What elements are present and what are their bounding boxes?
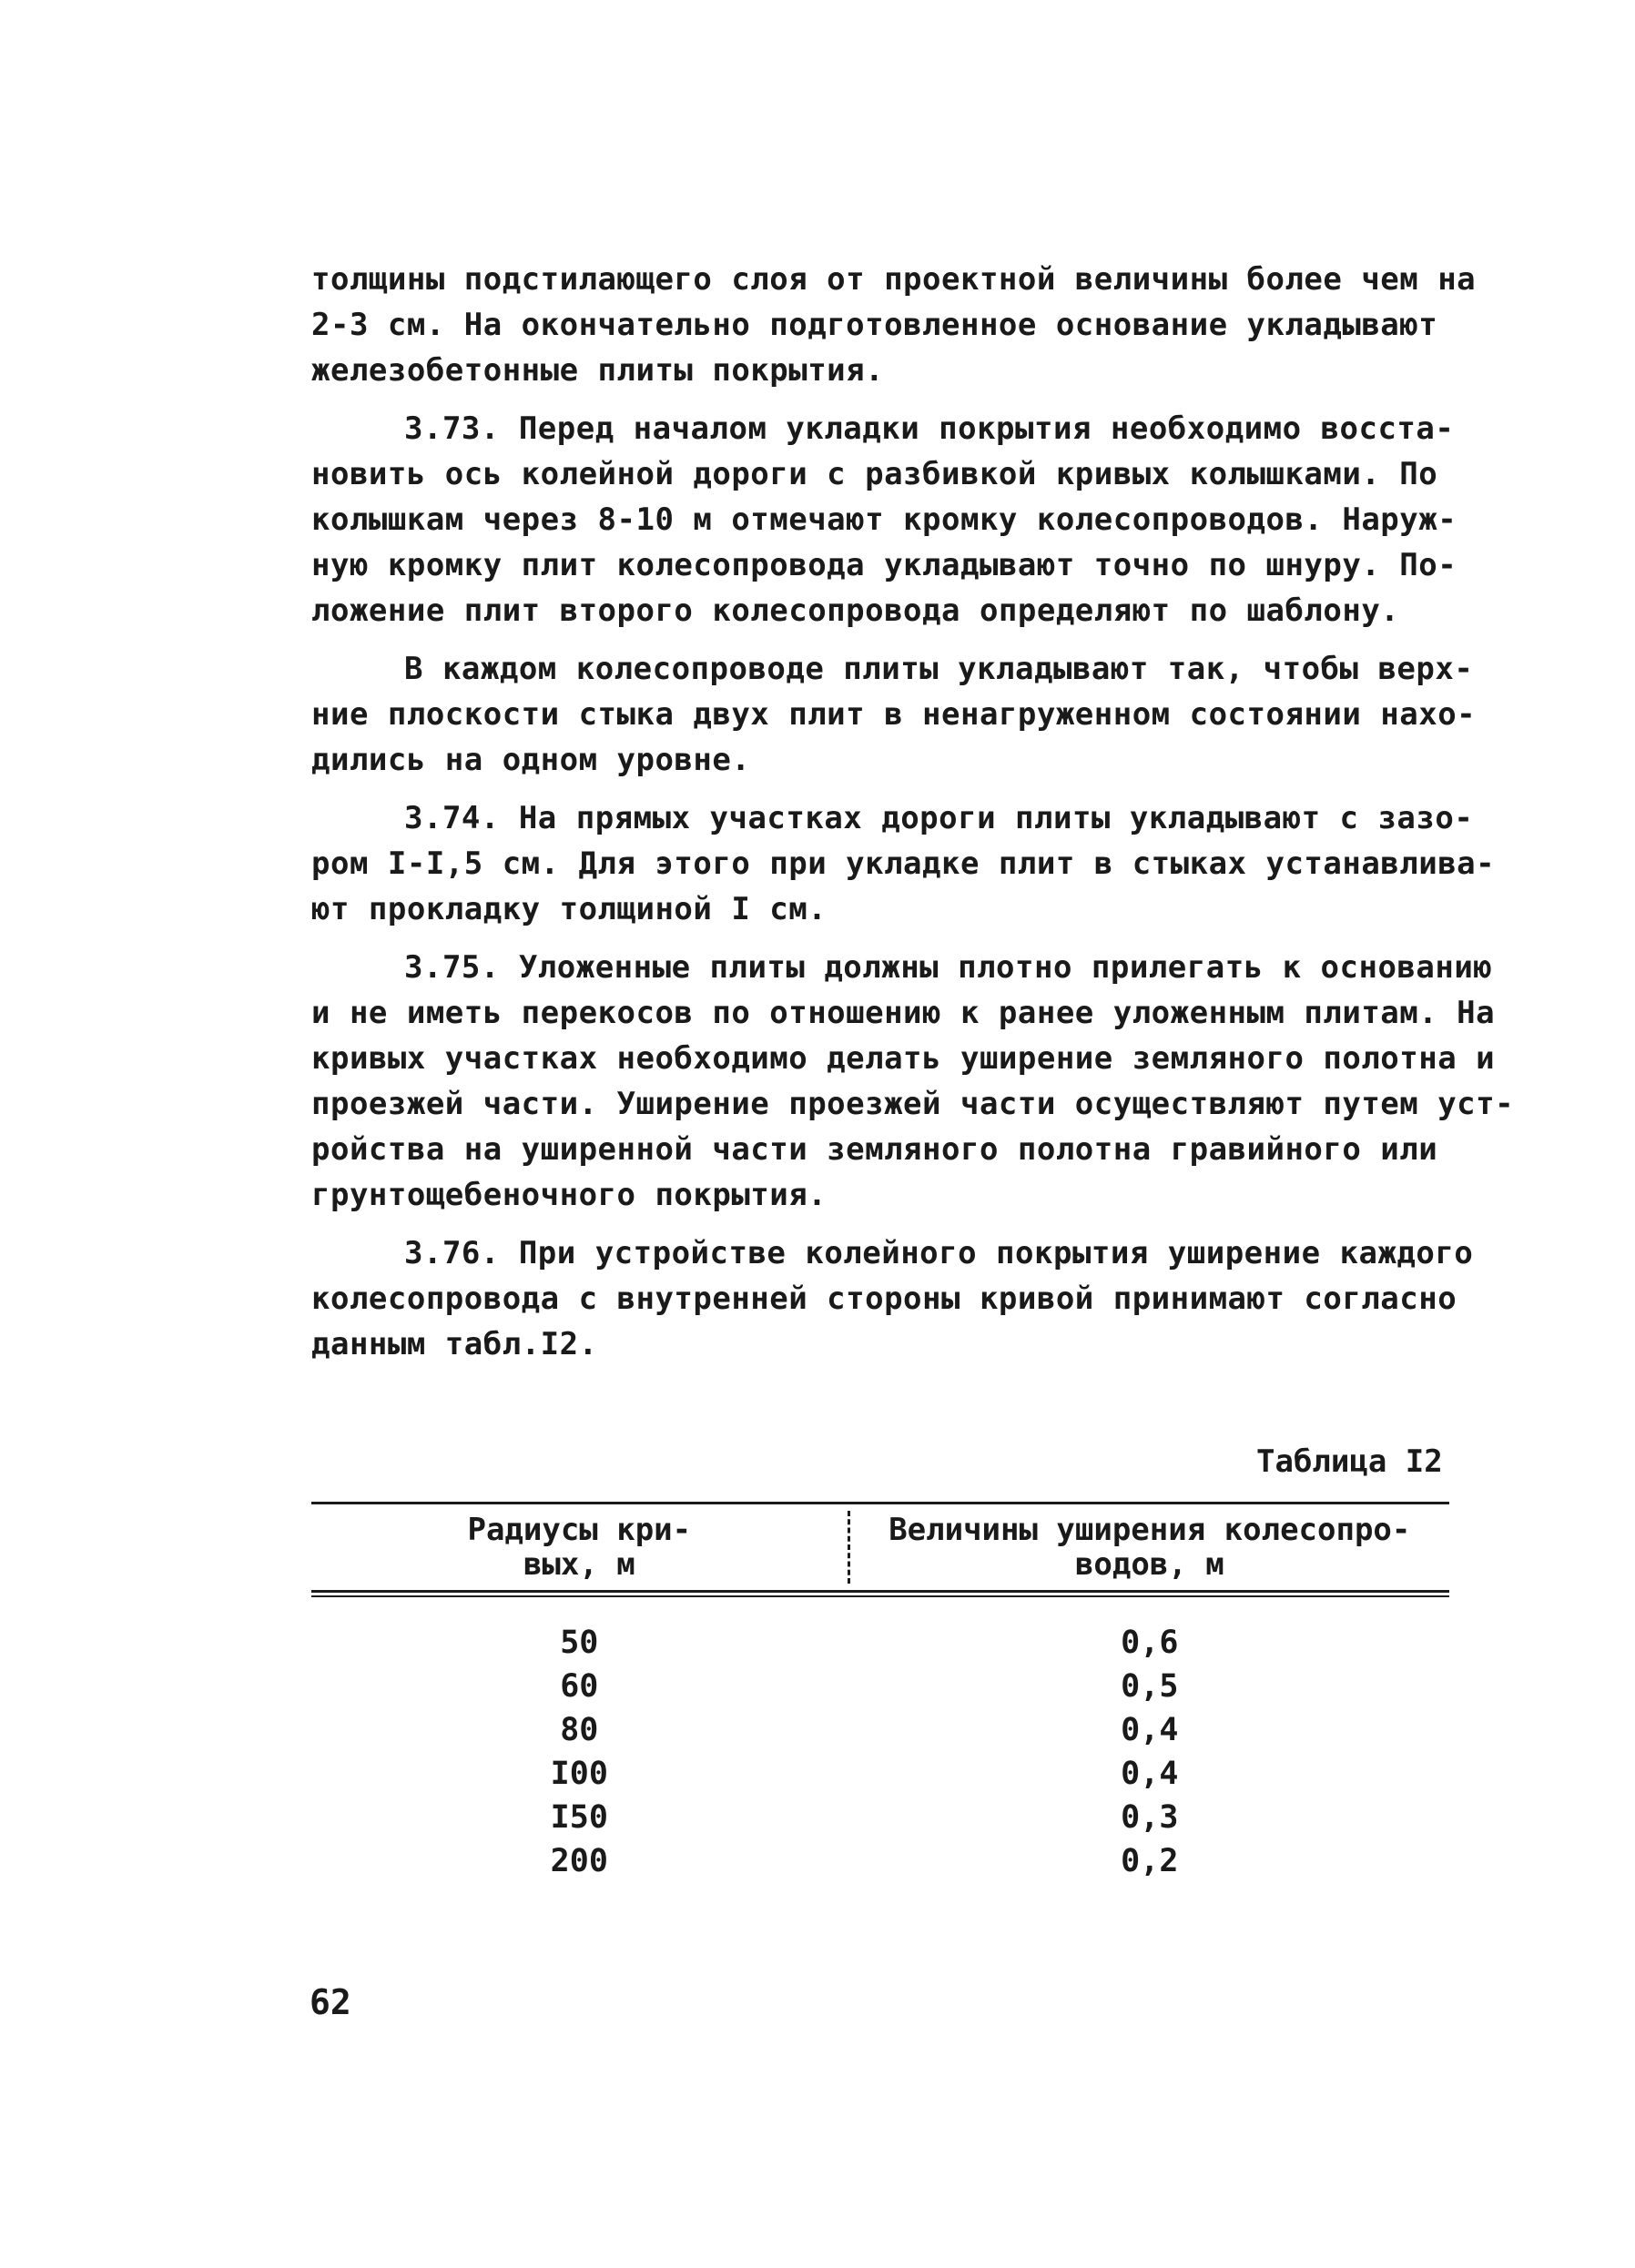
cell-radius: I00 [550, 1756, 608, 1792]
text-line: 2-3 см. На окончательно подготовленное основание укладывают [311, 307, 1438, 343]
text-line: ройства на уширенной части земляного полотна гравийного или [311, 1131, 1438, 1168]
text-line: толщины подстилающего слоя от проектной величины более чем на [311, 261, 1477, 298]
table-caption: Таблица I2 [1256, 1443, 1443, 1480]
cell-widening: 0,2 [1121, 1843, 1179, 1879]
cell-widening: 0,4 [1121, 1756, 1179, 1792]
paragraph-3-76 [311, 1230, 1475, 1367]
paragraph-3-75 [311, 945, 1515, 1218]
body-text [311, 257, 1515, 1367]
cell-widening: 0,4 [1121, 1712, 1179, 1748]
cell-radius: 200 [550, 1843, 608, 1879]
widening-table [311, 1502, 1449, 1883]
cell-radius: 80 [560, 1712, 599, 1748]
text-line: 3.74. На прямых участках дороги плиты укладывают с зазо- [404, 800, 1474, 836]
header-radius: Радиусы кри- вых, м [467, 1512, 692, 1583]
cell-widening: 0,3 [1121, 1799, 1179, 1836]
text-line: В каждом колесопроводе плиты укладывают так, чтобы верх- [404, 651, 1474, 687]
text-line: ную кромку плит колесопровода укладывают точно по шнуру. По- [311, 547, 1457, 583]
text-line: 3.75. Уложенные плиты должны плотно прилегать к основанию [404, 949, 1493, 986]
table-row [311, 1621, 1449, 1665]
cell-radius: 50 [560, 1625, 599, 1661]
table-header-rule [311, 1590, 1449, 1597]
table-row [311, 1752, 1449, 1796]
cell-radius: 60 [560, 1668, 599, 1705]
table-row [311, 1796, 1449, 1839]
text-line: колесопровода с внутренней стороны кривой принимают согласно [311, 1281, 1457, 1317]
text-line: ние плоскости стыка двух плит в ненагруженном состоянии нахо- [311, 696, 1477, 733]
cell-widening: 0,5 [1121, 1668, 1179, 1705]
text-line: ром I-I,5 см. Для этого при укладке плит в стыках устанавлива- [311, 845, 1496, 882]
text-line: колышкам через 8-10 м отмечают кромку колесопроводов. Наруж- [311, 501, 1457, 538]
table-row [311, 1708, 1449, 1752]
text-line: грунтощебеночного покрытия. [311, 1177, 828, 1213]
page-number: 62 [310, 1982, 351, 2022]
text-line: новить ось колейной дороги с разбивкой кривых колышками. По [311, 456, 1438, 492]
paragraph-3-74 [311, 795, 1496, 932]
text-line: проезжей части. Уширение проезжей части осуществляют путем уст- [311, 1086, 1515, 1122]
table-row [311, 1839, 1449, 1883]
text-line: 3.76. При устройстве колейного покрытия уширение каждого [404, 1235, 1474, 1271]
paragraph-3-73 [311, 406, 1475, 633]
paragraph-3-73-cont [311, 646, 1475, 783]
cell-radius: I50 [550, 1799, 608, 1836]
text-line: дились на одном уровне. [311, 742, 751, 778]
text-line: железобетонные плиты покрытия. [311, 352, 885, 389]
table-body [311, 1597, 1449, 1883]
text-line: кривых участках необходимо делать уширение земляного полотна и [311, 1040, 1496, 1077]
text-line: ложение плит второго колесопровода определяют по шаблону. [311, 592, 1400, 629]
text-line: и не иметь перекосов по отношению к ранее уложенным плитам. На [311, 995, 1496, 1031]
paragraph-1 [311, 257, 1475, 393]
header-widening: Величины уширения колесопро- водов, м [889, 1512, 1411, 1583]
cell-widening: 0,6 [1121, 1625, 1179, 1661]
text-line: ют прокладку толщиной I см. [311, 891, 828, 927]
text-line: данным табл.I2. [311, 1326, 598, 1362]
text-line: 3.73. Перед началом укладки покрытия необходимо восста- [404, 410, 1455, 447]
table-row [311, 1665, 1449, 1708]
table-header [311, 1504, 1449, 1590]
